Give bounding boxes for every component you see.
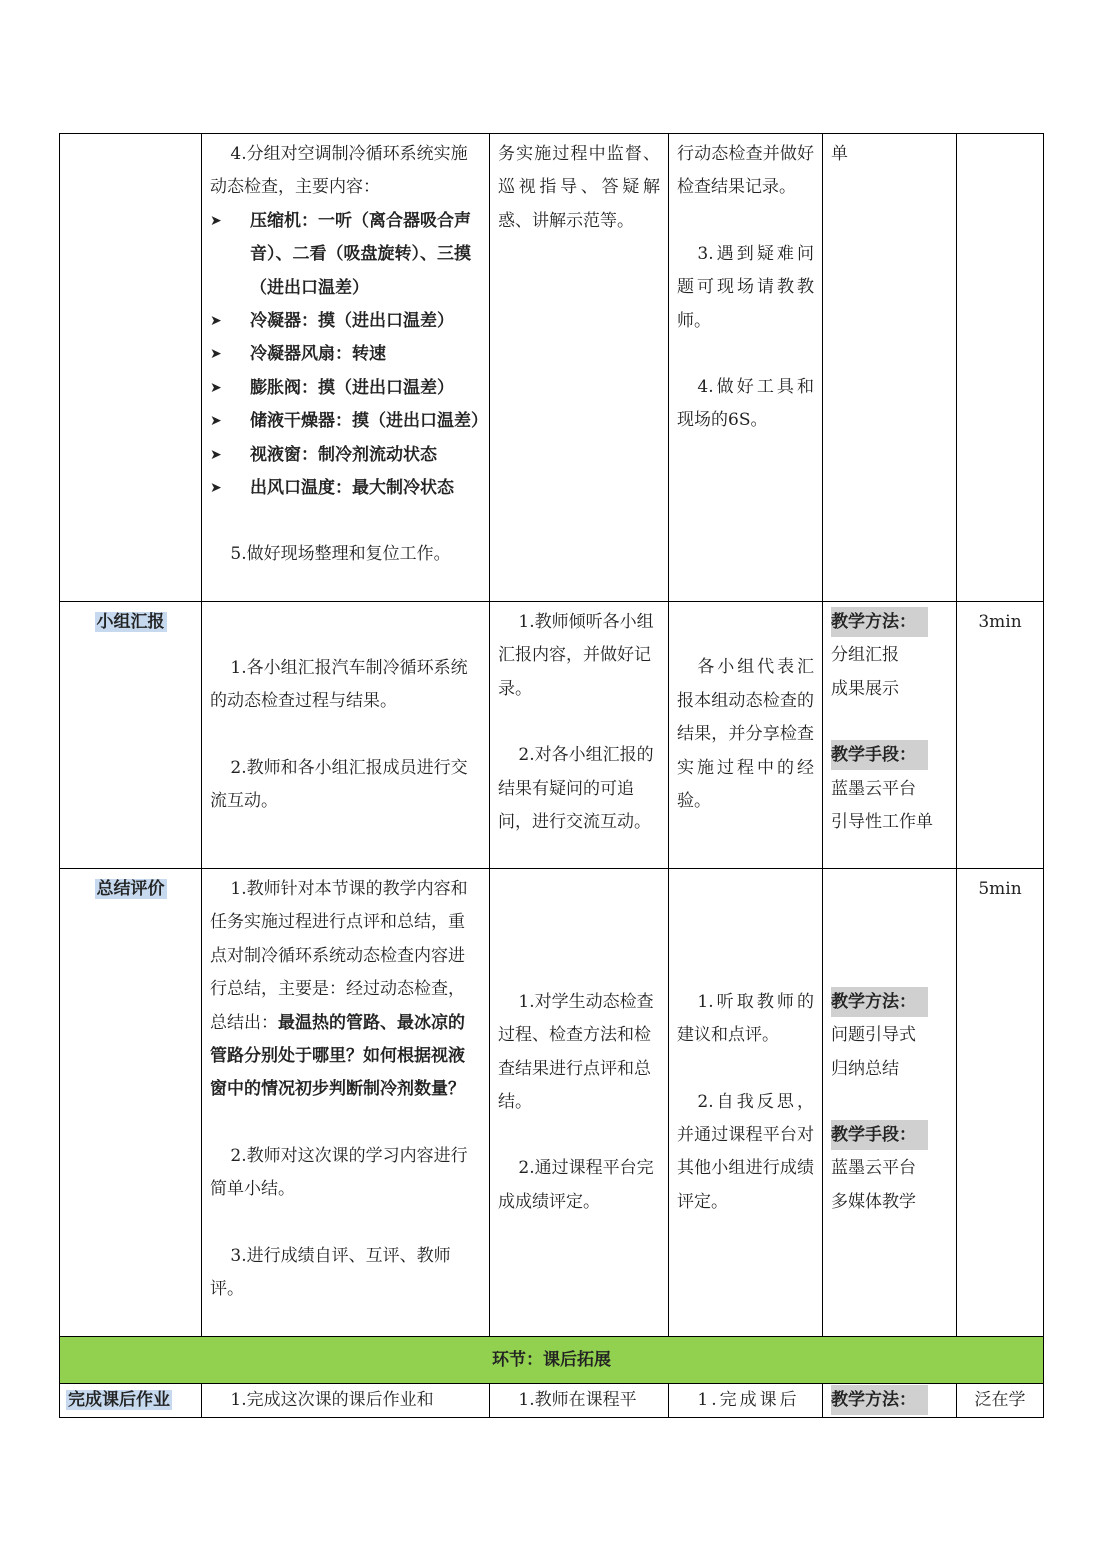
time-cell: 5min (957, 869, 1044, 1337)
means-label: 教学手段： (831, 740, 928, 770)
check-item-receiver-drier: ➤ 储液干燥器：摸（进出口温差） (210, 405, 481, 438)
means-label: 教学手段： (831, 1120, 928, 1150)
check-item-outlet-temp: ➤ 出风口温度：最大制冷状态 (210, 472, 481, 505)
student-cell (669, 602, 823, 869)
stage-cell (60, 869, 202, 1337)
teacher-cell (490, 869, 669, 1337)
student-cell (669, 1384, 823, 1418)
lesson-plan-table (59, 133, 1044, 1418)
content-text-1-bold: 最温热的管路、最冰凉的管路分别处于哪里？如何根据视液窗中的情况初步判断制冷剂数量？ (210, 1012, 465, 1100)
stage-label: 小组汇报 (96, 612, 165, 632)
arrow-bullet-icon: ➤ (210, 313, 222, 330)
arrow-bullet-icon: ➤ (210, 480, 222, 497)
time-cell: 3min (957, 602, 1044, 869)
content-cell (202, 869, 490, 1337)
method-cell: 单 (823, 134, 957, 602)
method-cell (823, 602, 957, 869)
arrow-bullet-icon: ➤ (210, 446, 222, 463)
means-1: 蓝墨云平台 (831, 778, 916, 799)
check-item-expansion-valve: ➤ 膨胀阀：摸（进出口温差） (210, 372, 481, 405)
row-task-implementation (60, 134, 1044, 602)
arrow-bullet-icon: ➤ (210, 212, 222, 229)
content-cell (202, 1384, 490, 1418)
student-text-4: 4.做好工具和现场的6S。 (677, 377, 814, 431)
content-text-3: 3.进行成绩自评、互评、教师评。 (210, 1245, 451, 1300)
arrow-bullet-icon: ➤ (210, 413, 222, 430)
means-2: 多媒体教学 (831, 1191, 916, 1212)
row-summary (60, 869, 1044, 1337)
arrow-bullet-icon: ➤ (210, 346, 222, 363)
student-text: 各小组代表汇报本组动态检查的结果，并分享检查实施过程中的经验。 (677, 657, 814, 812)
stage-cell (60, 602, 202, 869)
student-cell (669, 869, 823, 1337)
check-item-condenser-fan: ➤ 冷凝器风扇：转速 (210, 338, 481, 371)
content-text: 1.完成这次课的课后作业和 (230, 1390, 434, 1410)
stage-label: 完成课后作业 (68, 1390, 170, 1410)
student-text-3: 3.遇到疑难问题可现场请教教师。 (677, 243, 814, 331)
content-intro: 4.分组对空调制冷循环系统实施动态检查，主要内容： (210, 144, 468, 198)
student-text-1: 行动态检查并做好检查结果记录。 (677, 144, 814, 198)
teacher-text: 1.教师在课程平 (518, 1390, 637, 1410)
teacher-cell (490, 1384, 669, 1418)
stage-label: 总结评价 (96, 879, 165, 899)
time-cell-empty (957, 134, 1044, 602)
method-cell (823, 869, 957, 1337)
check-list (210, 205, 488, 506)
time-cell: 泛在学 (957, 1384, 1044, 1418)
teacher-text-1: 1.对学生动态检查过程、检查方法和检查结果进行点评和总结。 (498, 991, 654, 1112)
method-1: 分组汇报 (831, 645, 899, 666)
content-text-1 (210, 873, 481, 1107)
means-2: 引导性工作单 (831, 812, 933, 833)
stage-cell (60, 1384, 202, 1418)
teacher-text-2: 2.通过课程平台完成成绩评定。 (498, 1158, 654, 1212)
method-cell (823, 1384, 957, 1418)
check-item-condenser: ➤ 冷凝器：摸（进出口温差） (210, 305, 481, 338)
content-cell (202, 602, 490, 869)
method-label: 教学方法： (831, 1385, 928, 1415)
teacher-text-1: 1.教师倾听各小组汇报内容，并做好记录。 (498, 612, 654, 699)
row-group-report (60, 602, 1044, 869)
teacher-text-2: 2.对各小组汇报的结果有疑问的可追问，进行交流互动。 (498, 745, 654, 833)
content-cell (202, 134, 490, 602)
means-1: 蓝墨云平台 (831, 1158, 916, 1179)
check-item-sight-glass: ➤ 视液窗：制冷剂流动状态 (210, 439, 481, 472)
student-text-2: 2.自我反思，并通过课程平台对其他小组进行成绩评定。 (677, 1091, 814, 1212)
content-text-1-plain: 1.教师针对本节课的教学内容和任务实施过程进行点评和总结，重点对制冷循环系统动态检查内容进行总结，主要是：经过动态检查，总结出： (210, 879, 468, 1033)
content-step5: 5.做好现场整理和复位工作。 (230, 544, 451, 565)
method-label: 教学方法： (831, 607, 928, 637)
stage-cell-empty (60, 134, 202, 602)
arrow-bullet-icon: ➤ (210, 379, 222, 396)
method-label: 教学方法： (831, 987, 928, 1017)
row-homework (60, 1384, 1044, 1418)
check-item-compressor: ➤ 压缩机：一听（离合器吸合声音）、二看（吸盘旋转）、三摸（进出口温差） (210, 205, 481, 305)
student-text: 1.完成课后 (697, 1390, 800, 1410)
method-2: 归纳总结 (831, 1058, 899, 1079)
student-cell (669, 134, 823, 602)
method-1: 问题引导式 (831, 1025, 916, 1046)
content-text-2: 2.教师和各小组汇报成员进行交流互动。 (210, 757, 468, 811)
method-2: 成果展示 (831, 678, 899, 699)
row-banner (60, 1337, 1044, 1384)
content-text-1: 1.各小组汇报汽车制冷循环系统的动态检查过程与结果。 (210, 657, 468, 712)
teacher-cell (490, 602, 669, 869)
teacher-cell: 务实施过程中监督、巡视指导、答疑解惑、讲解示范等。 (490, 134, 669, 602)
content-text-2: 2.教师对这次课的学习内容进行简单小结。 (210, 1145, 468, 1200)
section-banner: 环节：课后拓展 (60, 1337, 1044, 1384)
student-text-1: 1.听取教师的建议和点评。 (677, 991, 814, 1046)
